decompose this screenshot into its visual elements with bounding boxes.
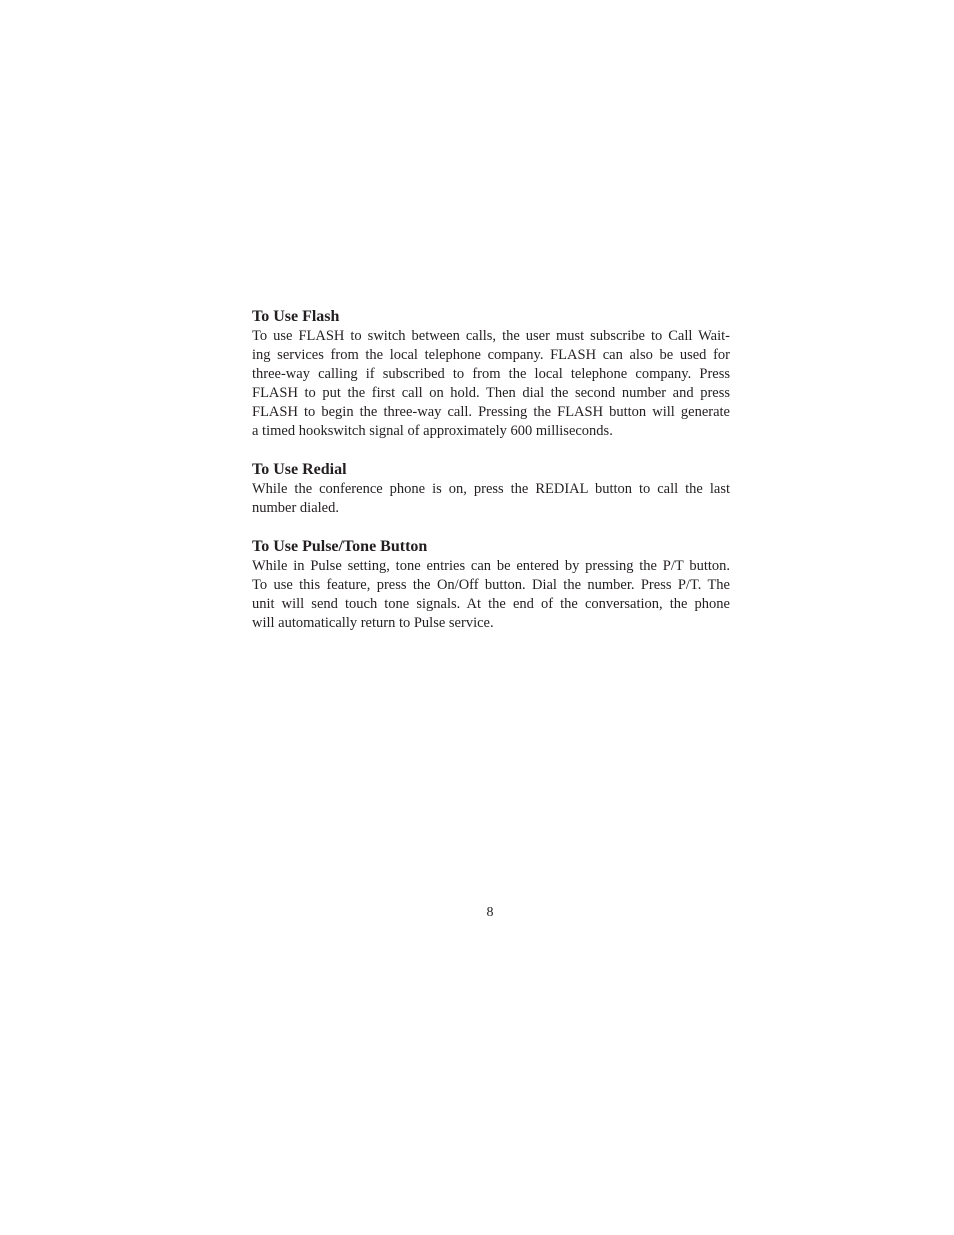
paragraph-line: three-way calling if subscribed to from the local telephone company. Press bbox=[252, 366, 730, 382]
document-body bbox=[252, 307, 730, 652]
paragraph-line: number dialed. bbox=[252, 500, 339, 516]
section-heading: To Use Flash bbox=[252, 308, 340, 325]
paragraph-line: FLASH to put the first call on hold. Then dial the second number and press bbox=[252, 385, 730, 401]
section-flash bbox=[252, 307, 730, 441]
paragraph-line: FLASH to begin the three-way call. Pressing the FLASH button will generate bbox=[252, 404, 730, 420]
paragraph-line: a timed hookswitch signal of approximately 600 milliseconds. bbox=[252, 423, 613, 439]
section-pulse-tone bbox=[252, 537, 730, 633]
paragraph-line: To use this feature, press the On/Off button. Dial the number. Press P/T. The bbox=[252, 577, 730, 593]
paragraph-line: will automatically return to Pulse service. bbox=[252, 615, 494, 631]
paragraph-line: While the conference phone is on, press the REDIAL button to call the last bbox=[252, 481, 730, 497]
paragraph-line: ing services from the local telephone company. FLASH can also be used for bbox=[252, 347, 730, 363]
section-heading: To Use Pulse/Tone Button bbox=[252, 538, 428, 555]
paragraph-line: unit will send touch tone signals. At the end of the conversation, the phone bbox=[252, 596, 730, 612]
paragraph-line: While in Pulse setting, tone entries can be entered by pressing the P/T button. bbox=[252, 558, 730, 574]
section-redial bbox=[252, 460, 730, 518]
page-number: 8 bbox=[486, 905, 494, 920]
section-heading: To Use Redial bbox=[252, 461, 347, 478]
paragraph-line: To use FLASH to switch between calls, the user must subscribe to Call Wait- bbox=[252, 328, 730, 344]
